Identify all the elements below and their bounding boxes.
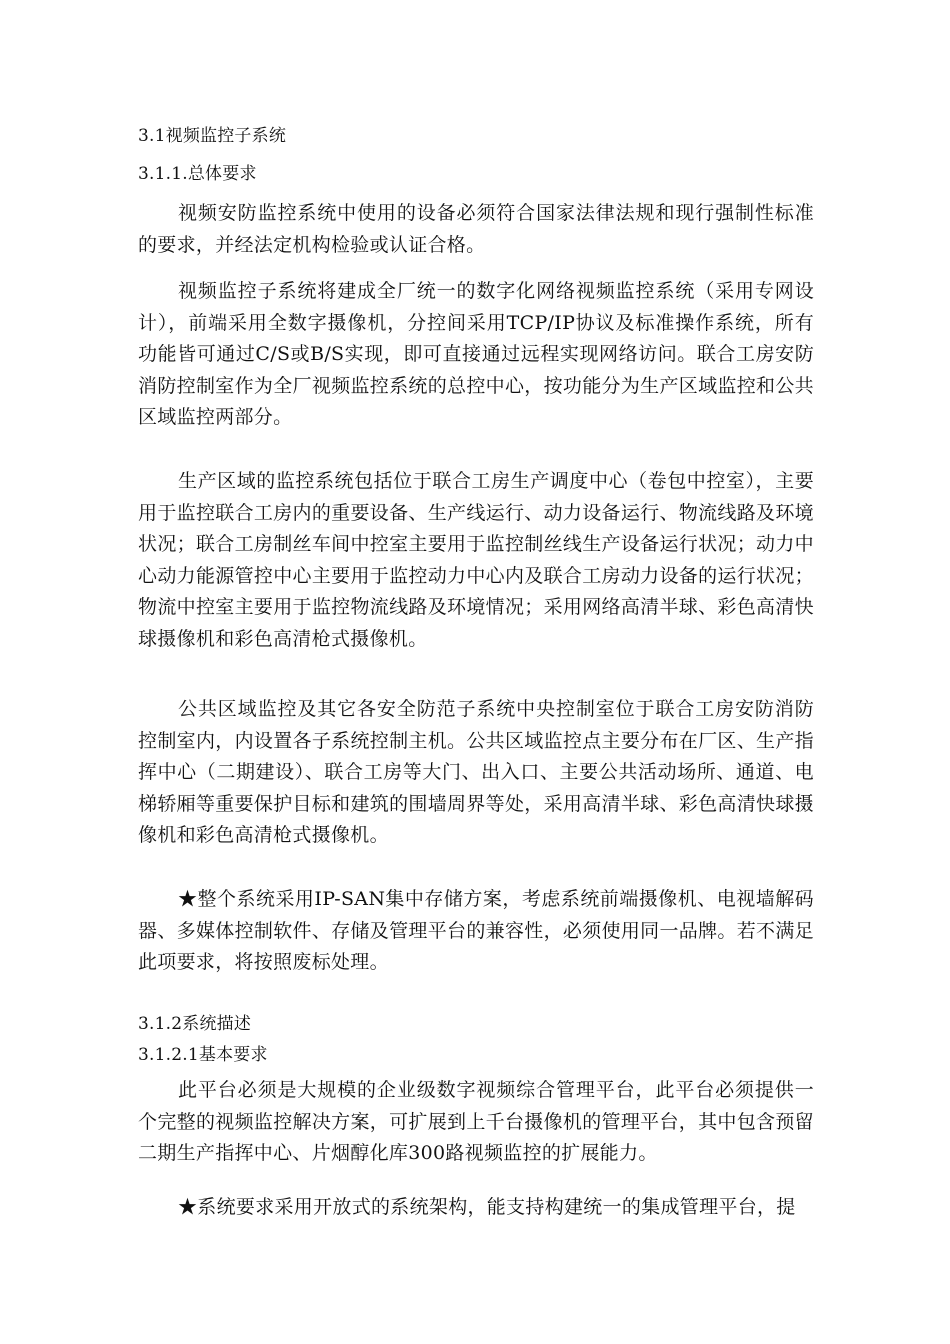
section-heading-3-1-1: 3.1.1.总体要求 (138, 164, 257, 184)
section-heading-3-1: 3.1视频监控子系统 (138, 126, 287, 146)
paragraph-storage-requirement: ★整个系统采用IP-SAN集中存储方案，考虑系统前端摄像机、电视墙解码器、多媒体控制软件、存储及管理平台的兼容性，必须使用同一品牌。若不满足此项要求，将按照废标处理。 (138, 888, 814, 973)
paragraph-general-requirement: 视频安防监控系统中使用的设备必须符合国家法律法规和现行强制性标准的要求，并经法定机构检验或认证合格。 (138, 202, 814, 256)
paragraph-open-architecture: ★系统要求采用开放式的系统架构，能支持构建统一的集成管理平台，提 (178, 1196, 796, 1218)
paragraph-network-video-system: 视频监控子系统将建成全厂统一的数字化网络视频监控系统（采用专网设计），前端采用全数字摄像机，分控间采用TCP/IP协议及标准操作系统，所有功能皆可通过C/S或B/S实现，即可直接通过远程实现网络访问。联合工房安防消防控制室作为全厂视频监控系统的总控中心，按功能分为生产区域监控和公共区域监控两部分。 (138, 280, 814, 428)
section-heading-3-1-2: 3.1.2系统描述 (138, 1014, 252, 1034)
paragraph-public-area-monitoring: 公共区域监控及其它各安全防范子系统中央控制室位于联合工房安防消防控制室内，内设置各子系统控制主机。公共区域监控点主要分布在厂区、生产指挥中心（二期建设）、联合工房等大门、出入口、主要公共活动场所、通道、电梯轿厢等重要保护目标和建筑的围墙周界等处，采用高清半球、彩色高清快球摄像机和彩色高清枪式摄像机。 (138, 698, 814, 846)
section-heading-3-1-2-1: 3.1.2.1基本要求 (138, 1045, 268, 1065)
paragraph-platform-requirement: 此平台必须是大规模的企业级数字视频综合管理平台，此平台必须提供一个完整的视频监控解决方案，可扩展到上千台摄像机的管理平台，其中包含预留二期生产指挥中心、片烟醇化库300路视频监控的扩展能力。 (138, 1079, 814, 1164)
paragraph-production-area-monitoring: 生产区域的监控系统包括位于联合工房生产调度中心（卷包中控室），主要用于监控联合工房内的重要设备、生产线运行、动力设备运行、物流线路及环境状况；联合工房制丝车间中控室主要用于监控制丝线生产设备运行状况；动力中心动力能源管控中心主要用于监控动力中心内及联合工房动力设备的运行状况；物流中控室主要用于监控物流线路及环境情况；采用网络高清半球、彩色高清快球摄像机和彩色高清枪式摄像机。 (138, 470, 814, 650)
